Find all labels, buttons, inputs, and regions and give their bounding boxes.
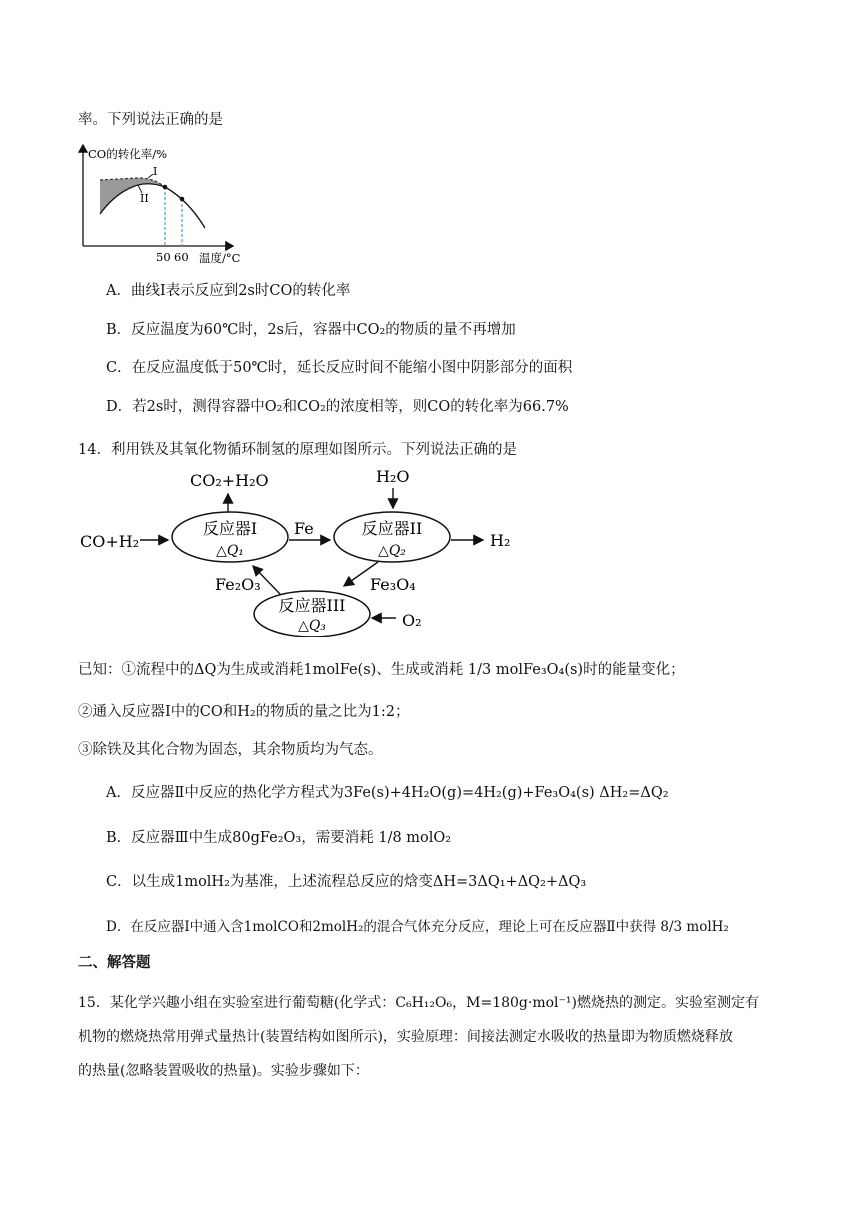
q14-option-c: C．以生成1molH₂为基准，上述流程总反应的焓变ΔH=3ΔQ₁+ΔQ₂+ΔQ₃ xyxy=(106,874,587,890)
input-h2o: H₂O xyxy=(376,467,410,486)
q14-stem: 14．利用铁及其氧化物循环制氢的原理如图所示。下列说法正确的是 xyxy=(78,442,517,458)
q15-line-2: 机物的燃烧热常用弹式量热计(装置结构如图所示)，实验原理：间接法测定水吸收的热量即为物质燃烧释放 xyxy=(78,1029,733,1045)
q14-option-b: B．反应器Ⅲ中生成80gFe₂O₃，需要消耗 1/8 molO₂ xyxy=(106,830,452,846)
reactor-3-label: 反应器III xyxy=(278,596,346,615)
x-axis-label: 温度/°C xyxy=(199,251,241,265)
known-3: ③除铁及其化合物为固态，其余物质均为气态。 xyxy=(78,742,383,758)
q14-option-a: A．反应器Ⅱ中反应的热化学方程式为3Fe(s)+4H₂O(g)=4H₂(g)+Fe₃O₄(s) ΔH₂=ΔQ₂ xyxy=(106,785,669,801)
intro-line: 率。下列说法正确的是 xyxy=(78,112,223,128)
output-co2-h2o: CO₂+H₂O xyxy=(190,471,269,490)
q13-option-a: A．曲线Ⅰ表示反应到2s时CO的转化率 xyxy=(106,283,351,299)
link-fe: Fe xyxy=(294,519,314,538)
q13-option-c: C．在反应温度低于50℃时，延长反应时间不能缩小图中阴影部分的面积 xyxy=(106,360,573,376)
shaded-area xyxy=(100,178,165,214)
reactor-2-label: 反应器II xyxy=(361,519,423,538)
y-axis-label: CO的转化率/% xyxy=(88,147,168,161)
link-fe3o4: Fe₃O₄ xyxy=(370,575,416,594)
section-heading: 二、解答题 xyxy=(78,954,151,971)
point-50 xyxy=(163,185,168,190)
output-h2: H₂ xyxy=(490,531,511,550)
curve-I-label: I xyxy=(153,165,158,178)
input-o2: O₂ xyxy=(402,611,422,630)
q15-line-3: 的热量(忽略装置吸收的热量)。实验步骤如下： xyxy=(78,1063,369,1079)
link-fe2o3: Fe₂O₃ xyxy=(215,575,261,594)
conversion-graph xyxy=(68,140,268,265)
q15-line-1: 15．某化学兴趣小组在实验室进行葡萄糖(化学式：C₆H₁₂O₆，M=180g·mol⁻¹)燃烧热的测定。实验室测定有 xyxy=(78,995,759,1011)
point-60 xyxy=(180,197,185,202)
reactor-flow-diagram xyxy=(78,462,538,637)
known-2: ②通入反应器Ⅰ中的CO和H₂的物质的量之比为1:2； xyxy=(78,704,410,720)
curve-II-label: II xyxy=(140,192,149,205)
reactor-1-label: 反应器I xyxy=(202,519,258,538)
input-co-h2: CO+H₂ xyxy=(80,532,140,551)
q13-option-b: B．反应温度为60℃时，2s后，容器中CO₂的物质的量不再增加 xyxy=(106,322,516,338)
known-1: 已知：①流程中的ΔQ为生成或消耗1molFe(s)、生成或消耗 1/3 molFe₃O₄(s)时的能量变化； xyxy=(78,662,685,678)
reactor-3-dq: △Q₃ xyxy=(298,618,326,634)
reactor-1-dq: △Q₁ xyxy=(216,543,244,559)
tick-50: 50 xyxy=(156,250,171,264)
reactor-2-dq: △Q₂ xyxy=(378,543,406,559)
q14-option-d: D．在反应器Ⅰ中通入含1molCO和2molH₂的混合气体充分反应，理论上可在反应器Ⅱ中获得 8/3 molH₂ xyxy=(106,919,729,935)
q13-option-d: D．若2s时，测得容器中O₂和CO₂的浓度相等，则CO的转化率为66.7% xyxy=(106,399,569,415)
tick-60: 60 xyxy=(174,250,189,264)
